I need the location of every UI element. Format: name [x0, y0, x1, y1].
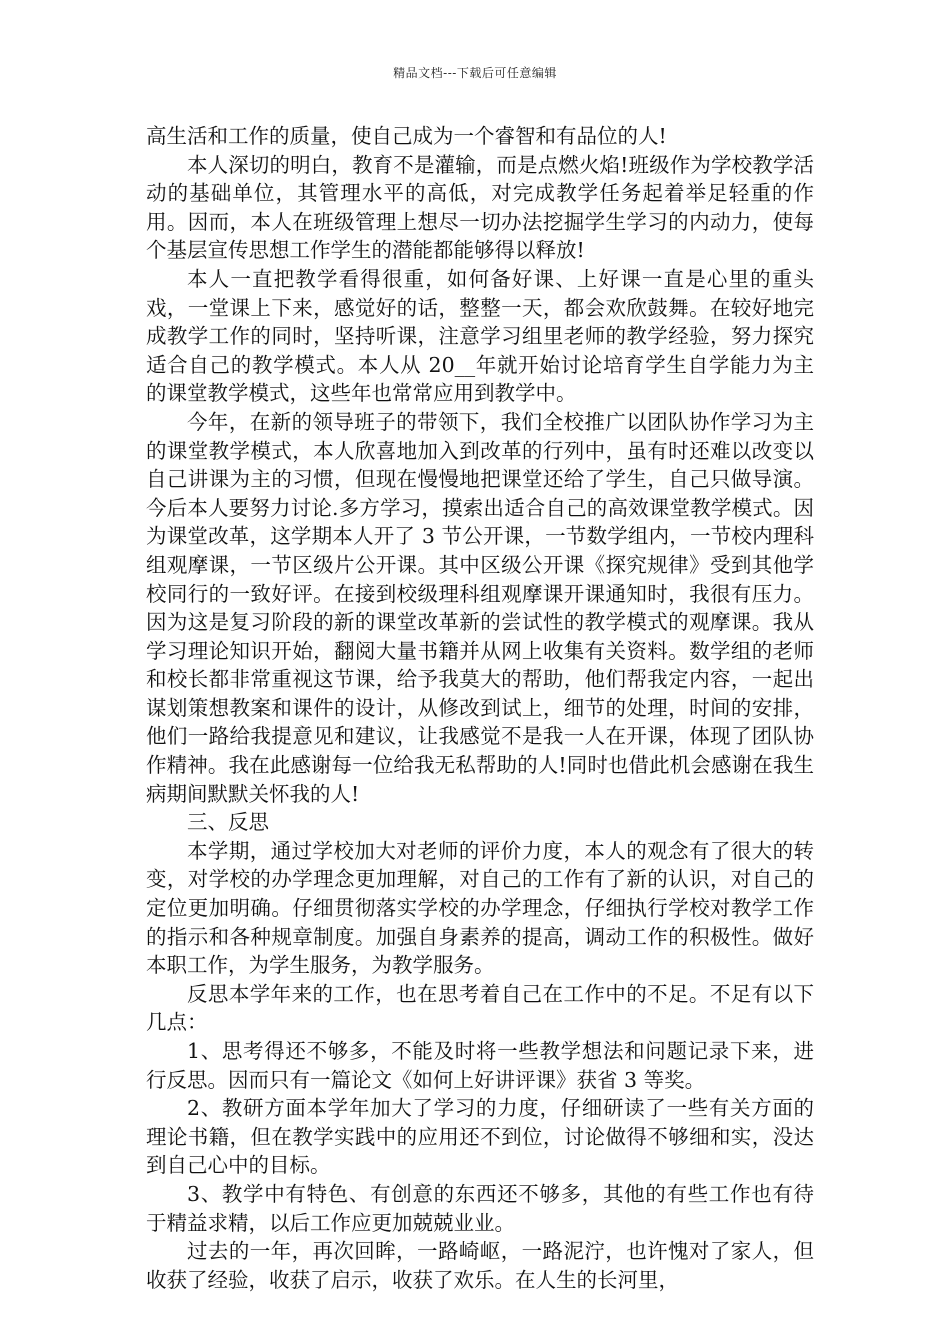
paragraph: 本学期，通过学校加大对老师的评价力度，本人的观念有了很大的转变，对学校的办学理念更加理解，对自己的工作有了新的认识，对自己的定位更加明确。仔细贯彻落实学校的办学理念，仔细执行学校对教学工作的指示和各种规章制度。加强自身素养的提高，调动工作的积极性。做好本职工作，为学生服务，为教学服务。 — [146, 838, 814, 978]
section-heading: 三、反思 — [187, 810, 269, 835]
paragraph: 高生活和工作的质量，使自己成为一个睿智和有品位的人! — [146, 124, 667, 148]
paragraph: 反思本学年来的工作，也在思考着自己在工作中的不足。不足有以下几点： — [146, 981, 814, 1035]
paragraph: 本人深切的明白，教育不是灌输，而是点燃火焰!班级作为学校教学活动的基础单位，其管理水平的高低，对完成教学任务起着举足轻重的作用。因而，本人在班级管理上想尽一切办法挖掘学生学习的内动力，使每个基层宣传思想工作学生的潜能都能够得以释放! — [146, 152, 814, 263]
paragraph: 过去的一年，再次回眸，一路崎岖，一路泥泞，也许愧对了家人，但收获了经验，收获了启示，收获了欢乐。在人生的长河里， — [146, 1239, 814, 1292]
paragraph: 本人一直把教学看得很重，如何备好课、上好课一直是心里的重头戏，一堂课上下来，感觉好的话，整整一天，都会欢欣鼓舞。在较好地完成教学工作的同时，坚持听课，注意学习组里老师的教学经验，努力探究适合自己的教学模式。本人从 20__年就开始讨论培育学生自学能力为主的课堂教学模式，这些年也常常应用到教学中。 — [146, 266, 814, 406]
list-item: 3、教学中有特色、有创意的东西还不够多，其他的有些工作也有待于精益求精，以后工作应更加兢兢业业。 — [146, 1181, 814, 1235]
paragraph: 今年，在新的领导班子的带领下，我们全校推广以团队协作学习为主的课堂教学模式，本人欣喜地加入到改革的行列中，虽有时还难以改变以自己讲课为主的习惯，但现在慢慢地把课堂还给了学生，自己只做导演。今后本人要努力讨论.多方学习，摸索出适合自己的高效课堂教学模式。因为课堂改革，这学期本人开了 3 节公开课，一节数学组内，一节校内理科组观摩课，一节区级片公开课。其中区级公开课《探究规律》受到其他学校同行的一致好评。在接到校级理科组观摩课开课通知时，我很有压力。因为这是复习阶段的新的课堂改革新的尝试性的教学模式的观摩课。我从学习理论知识开始，翻阅大量书籍并从网上收集有关资料。数学组的老师和校长都非常重视这节课，给予我莫大的帮助，他们帮我定内容，一起出谋划策想教案和课件的设计，从修改到试上，细节的处理，时间的安排，他们一路给我提意见和建议，让我感觉不是我一人在开课，体现了团队协作精神。我在此感谢每一位给我无私帮助的人!同时也借此机会感谢在我生病期间默默关怀我的人! — [146, 409, 814, 806]
document-body — [146, 122, 814, 1294]
list-item: 2、教研方面本学年加大了学习的力度，仔细研读了一些有关方面的理论书籍，但在教学实践中的应用还不到位，讨论做得不够细和实，没达到自己心中的目标。 — [146, 1096, 814, 1178]
page-header: 精品文档---下载后可任意编辑 — [393, 66, 557, 80]
list-item: 1、思考得还不够多，不能及时将一些教学想法和问题记录下来，进行反思。因而只有一篇论文《如何上好讲评课》获省 3 等奖。 — [146, 1039, 814, 1092]
